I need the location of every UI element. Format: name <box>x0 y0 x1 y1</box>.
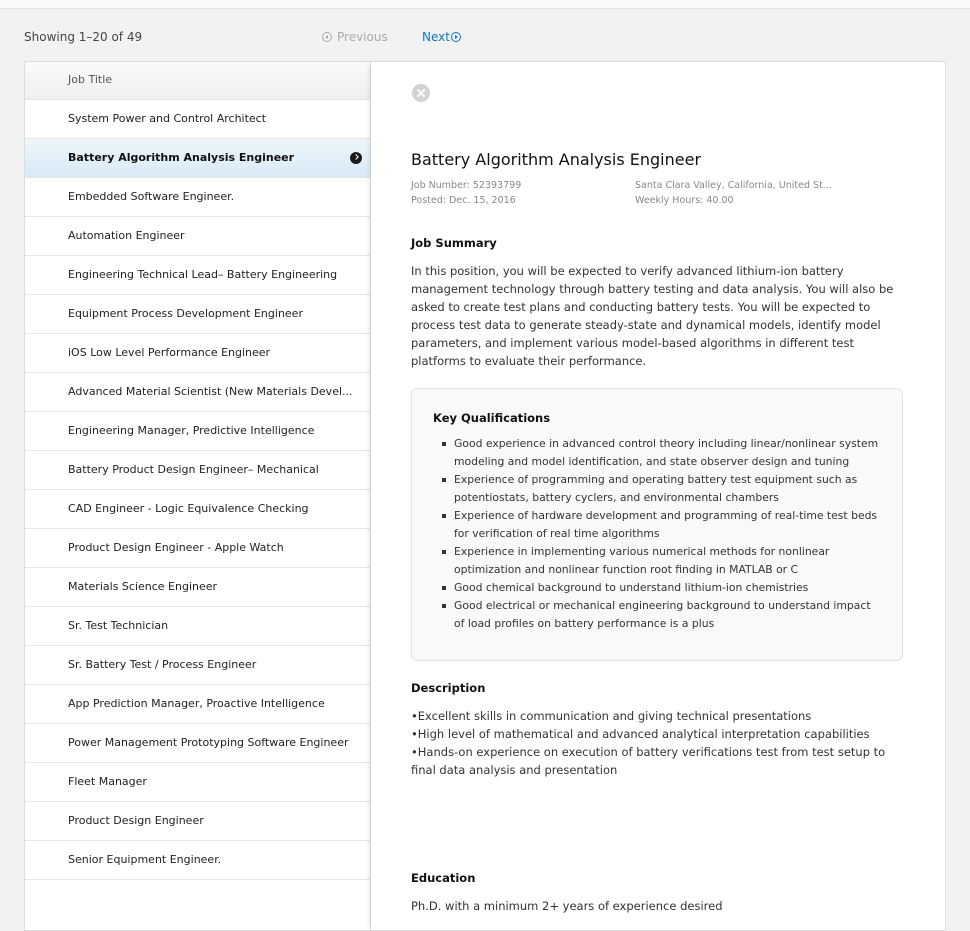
qualification-item: Experience in implementing various numerical methods for nonlinear optimization and nonlinear function root finding in MATLAB or C <box>454 543 884 579</box>
key-qualifications-heading: Key Qualifications <box>433 411 551 425</box>
job-row[interactable] <box>25 646 370 685</box>
previous-label: Previous <box>337 30 388 44</box>
top-band <box>0 0 970 9</box>
job-row[interactable] <box>25 334 370 373</box>
job-title-column-header[interactable]: Job Title <box>25 62 370 100</box>
qualification-item: Experience of programming and operating battery test equipment such as potentiostats, battery cyclers, and environmental chambers <box>454 471 884 507</box>
job-meta-left <box>411 178 521 208</box>
results-count: Showing 1–20 of 49 <box>24 30 143 44</box>
job-row-title: Sr. Test Technician <box>68 619 169 632</box>
description-text <box>411 707 901 779</box>
job-row[interactable] <box>25 373 370 412</box>
next-label: Next <box>422 30 450 44</box>
education-text: Ph.D. with a minimum 2+ years of experience desired <box>411 899 723 913</box>
job-row[interactable] <box>25 724 370 763</box>
job-summary-heading: Job Summary <box>411 236 497 250</box>
description-line: •Hands-on experience on execution of battery verifications test from test setup to final data analysis and presentation <box>411 745 886 777</box>
posted-date: Posted: Dec. 15, 2016 <box>411 195 516 206</box>
job-row-title: Senior Equipment Engineer. <box>68 853 222 866</box>
job-row[interactable] <box>25 763 370 802</box>
job-row[interactable] <box>25 490 370 529</box>
close-icon[interactable] <box>412 84 430 102</box>
next-icon <box>451 32 461 42</box>
job-row-title: CAD Engineer - Logic Equivalence Checking <box>68 502 309 515</box>
row-arrow-icon <box>350 152 362 164</box>
description-line: •Excellent skills in communication and giving technical presentations <box>411 709 812 723</box>
education-heading: Education <box>411 871 476 885</box>
job-row-title: Embedded Software Engineer. <box>68 190 235 203</box>
job-row-title: App Prediction Manager, Proactive Intelligence <box>68 697 325 710</box>
qualification-item: Experience of hardware development and programming of real-time test beds for verification of real time algorithms <box>454 507 884 543</box>
job-row[interactable] <box>25 802 370 841</box>
previous-button[interactable] <box>322 30 388 44</box>
job-detail-panel <box>371 61 946 931</box>
job-row[interactable] <box>25 178 370 217</box>
job-row-title: Engineering Manager, Predictive Intelligence <box>68 424 315 437</box>
job-row-title: Materials Science Engineer <box>68 580 218 593</box>
qualification-item: Good electrical or mechanical engineering background to understand impact of load profiles on battery performance is a plus <box>454 597 884 633</box>
job-number: Job Number: 52393799 <box>411 180 522 191</box>
job-row[interactable] <box>25 412 370 451</box>
job-row-title: Product Design Engineer <box>68 814 204 827</box>
job-row[interactable] <box>25 841 370 880</box>
job-row-title: Equipment Process Development Engineer <box>68 307 303 320</box>
job-row-title: Advanced Material Scientist (New Materials Devel... <box>68 385 353 398</box>
job-row[interactable] <box>25 217 370 256</box>
job-row-title: Sr. Battery Test / Process Engineer <box>68 658 257 671</box>
previous-icon <box>322 32 332 42</box>
next-button[interactable] <box>422 30 461 44</box>
key-qualifications-box <box>411 388 903 661</box>
job-summary-text: In this position, you will be expected to verify advanced lithium-ion battery management technology through battery testing and data analysis. You will also be asked to create test plans and conducting battery tests. You will be expected to process test data to generate steady-state and dynamical models, identify model parameters, and implement various model-based algorithms in different test platforms to evaluate their performance. <box>411 264 894 368</box>
job-detail-title: Battery Algorithm Analysis Engineer <box>411 150 702 169</box>
job-row[interactable] <box>25 295 370 334</box>
job-row-title: Power Management Prototyping Software Engineer <box>68 736 349 749</box>
description-line: •High level of mathematical and advanced analytical interpretation capabilities <box>411 727 870 741</box>
job-row-title: Battery Algorithm Analysis Engineer <box>68 151 295 164</box>
key-qualifications-list <box>454 435 884 633</box>
job-row-title: Battery Product Design Engineer– Mechanical <box>68 463 319 476</box>
job-row[interactable] <box>25 568 370 607</box>
job-row[interactable] <box>25 685 370 724</box>
description-heading: Description <box>411 681 486 695</box>
qualification-item: Good chemical background to understand lithium-ion chemistries <box>454 579 884 597</box>
job-row[interactable] <box>25 451 370 490</box>
job-row-title: Product Design Engineer - Apple Watch <box>68 541 284 554</box>
weekly-hours: Weekly Hours: 40.00 <box>635 195 734 206</box>
qualification-item: Good experience in advanced control theory including linear/nonlinear system modeling and model identification, and state observer design and tuning <box>454 435 884 471</box>
job-row-title: Automation Engineer <box>68 229 185 242</box>
job-meta-right <box>635 178 832 208</box>
job-row-title: System Power and Control Architect <box>68 112 267 125</box>
job-row[interactable] <box>25 100 370 139</box>
job-row[interactable] <box>25 529 370 568</box>
job-location: Santa Clara Valley, California, United St... <box>635 180 832 191</box>
job-row[interactable] <box>25 139 370 178</box>
job-row[interactable] <box>25 607 370 646</box>
job-row-title: Engineering Technical Lead– Battery Engineering <box>68 268 338 281</box>
job-list <box>24 61 371 931</box>
job-row-title: Fleet Manager <box>68 775 147 788</box>
job-row-title: iOS Low Level Performance Engineer <box>68 346 271 359</box>
job-row[interactable] <box>25 256 370 295</box>
job-rows <box>25 100 370 880</box>
